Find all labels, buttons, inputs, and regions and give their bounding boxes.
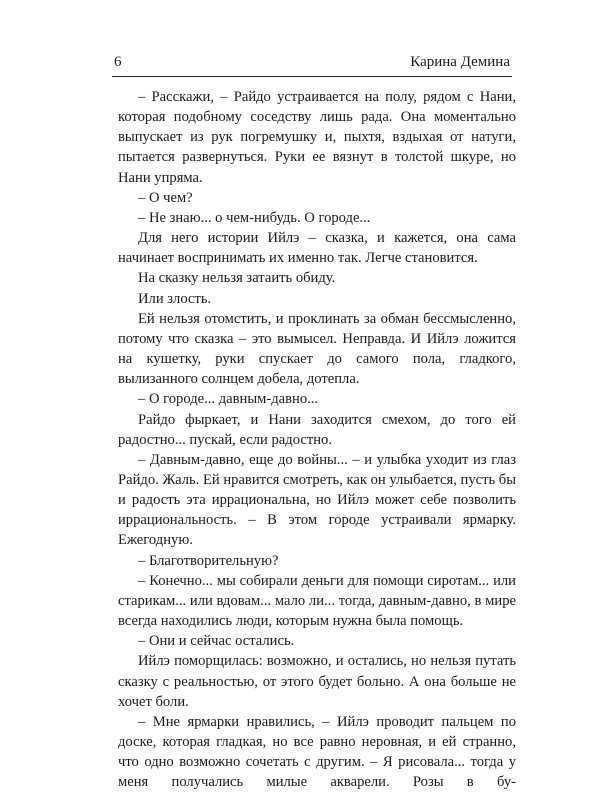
paragraph: – Конечно... мы собирали деньги для помощи сиротам... или старикам... или вдовам... мало ли... тогда, давным-давно, в мире всегда находились люди, которым нужна была помощь. <box>118 572 516 630</box>
paragraph: Райдо фыркает, и Нани заходится смехом, до того ей радостно... пускай, если радостно. <box>118 411 516 448</box>
paragraph: Для него истории Ийлэ – сказка, и кажется, она сама начинает воспринимать их именно так. Легче становится. <box>118 230 516 267</box>
running-header <box>112 52 512 77</box>
paragraph: Ийлэ поморщилась: возможно, и остались, но нельзя путать сказку с реальностью, от этого будет больно. А она больше не хочет боли. <box>118 653 516 710</box>
paragraph: Или злость. <box>138 290 212 307</box>
paragraph: Ей нельзя отомстить, и проклинать за обман бессмысленно, потому что сказка – это вымысел. Неправда. И Ийлэ ложится на кушетку, руки спускает до самого пола, гладкого, вылизанного солнцем добела, дотепла. <box>118 310 516 388</box>
paragraph: – Расскажи, – Райдо устраивается на полу, рядом с Нани, которая подобному соседству лишь рада. Она моментально выпускает из рук погремушку и, пыхтя, вздыхая от натуги, пытается развернуться. Руки ее вязнут в толстой шкуре, но Нани упряма. <box>118 89 516 186</box>
body-text <box>118 87 516 792</box>
paragraph: – Благотворительную? <box>138 552 279 569</box>
paragraph: – Не знаю... о чем-нибудь. О городе... <box>138 209 371 226</box>
paragraph: На сказку нельзя затаить обиду. <box>138 270 336 287</box>
author-name: Карина Демина <box>410 54 510 70</box>
paragraph: – О городе... давным-давно... <box>138 391 319 408</box>
paragraph: – Давным-давно, еще до войны... – и улыбка уходит из глаз Райдо. Жаль. Ей нравится смотреть, как он улыбается, пусть бы и радость эта иррациональна, но Ийлэ может себе позволить иррациональность. – В этом городе устраивали ярмарку. Ежегодную. <box>118 451 517 549</box>
paragraph: – О чем? <box>138 189 193 206</box>
paragraph: – Они и сейчас остались. <box>138 633 295 650</box>
page-number: 6 <box>114 54 122 70</box>
paragraph: – Мне ярмарки нравились, – Ийлэ проводит пальцем по доске, которая гладкая, но все равно неровная, и ей странно, что одно возможно сочетать с другим. – Я рисовала... тогда у меня получались милые акварели. Розы в бу- <box>118 713 516 791</box>
